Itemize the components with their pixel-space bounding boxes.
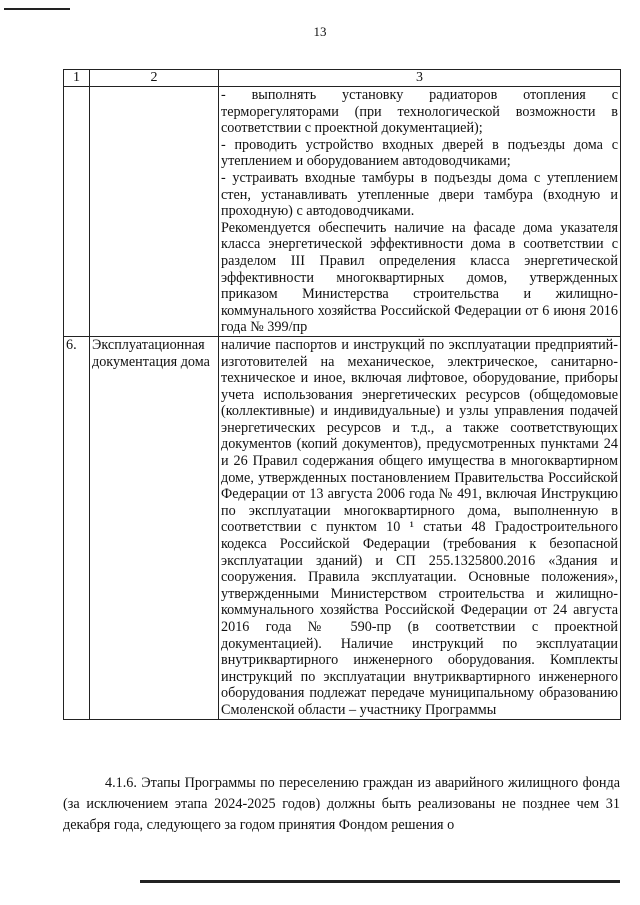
table-header-row (64, 70, 621, 87)
requirement-radiators: - выполнять установку радиаторов отопления с терморегуляторами (при технологической возможности в соответствии с проектной документацией); (221, 87, 618, 137)
requirement-entrance-doors: - проводить устройство входных дверей в подъезды дома с утеплением и оборудованием автодоводчиками; (221, 136, 618, 170)
requirement-vestibules: - устраивать входные тамбуры в подъезды дома с утеплением стен, устанавливать утепленные двери тамбура (входную и проходную) с автодоводчиками. (221, 169, 618, 220)
body-paragraph (63, 773, 620, 836)
row-description-cell (219, 87, 621, 337)
header-cell-3: 3 (219, 70, 621, 87)
table-row-6 (64, 336, 621, 719)
paragraph-4-1-6: 4.1.6. Этапы Программы по переселению граждан из аварийного жилищного фонда (за исключением этапа 2024-2025 годов) должны быть реализованы не позднее чем 31 декабря года, следующего за годом принятия Фондом решения о (63, 775, 620, 833)
requirements-table (63, 69, 621, 720)
scan-edge-mark-bottom (140, 880, 620, 883)
row-name-cell (90, 87, 219, 337)
scan-edge-mark-top (4, 8, 70, 10)
header-cell-1: 1 (64, 70, 90, 87)
row-number-cell: 6. (64, 336, 90, 719)
row-description-cell (219, 336, 621, 719)
operational-documentation-text: наличие паспортов и инструкций по эксплуатации предприятий-изготовителей на механическое, электрическое, санитарно-техническое и иное, включая лифтовое, оборудование, приборы учета использования энергетических ресурсов (общедомовые (коллективные) и индивидуальные) и узлы управления подачей энергетических ресурсов и т.д., а также соответствующих документов (копий документов), предусмотренных пунктами 24 и 26 Правил содержания общего имущества в многоквартирном доме, утвержденных постановлением Правительства Российской Федерации от 13 августа 2006 года № 491, включая Инструкцию по эксплуатации многоквартирного дома, выполненную в соответствии с пунктом 10 ¹ статьи 48 Градостроительного кодекса Российской Федерации (требования к безопасной эксплуатации зданий) и СП 255.1325800.2016 «Здания и сооружения. Правила эксплуатации. Основные положения», утвержденными Министерством строительства и жилищно-коммунального хозяйства Российской Федерации от 24 августа 2016 года № 590-пр (в соответствии с проектной документацией). Наличие инструкций по эксплуатации внутриквартирного инженерного оборудования. Комплекты инструкций по эксплуатации внутриквартирного инженерного оборудования подлежат передаче муниципальному образованию Смоленской области – участнику Программы (221, 336, 618, 718)
table-row-continued (64, 87, 621, 337)
row-number-cell (64, 87, 90, 337)
row-name-cell: Эксплуатационная документация дома (90, 336, 219, 719)
recommendation-energy-class-sign: Рекомендуется обеспечить наличие на фасаде дома указателя класса энергетической эффективности дома в соответствии с разделом III Правил определения класса энергетической эффективности многоквартирных домов, утвержденных приказом Министерства строительства и жилищно-коммунального хозяйства Российской Федерации от 6 июня 2016 года № 399/пр (221, 219, 618, 336)
page-number: 13 (313, 24, 327, 39)
header-cell-2: 2 (90, 70, 219, 87)
